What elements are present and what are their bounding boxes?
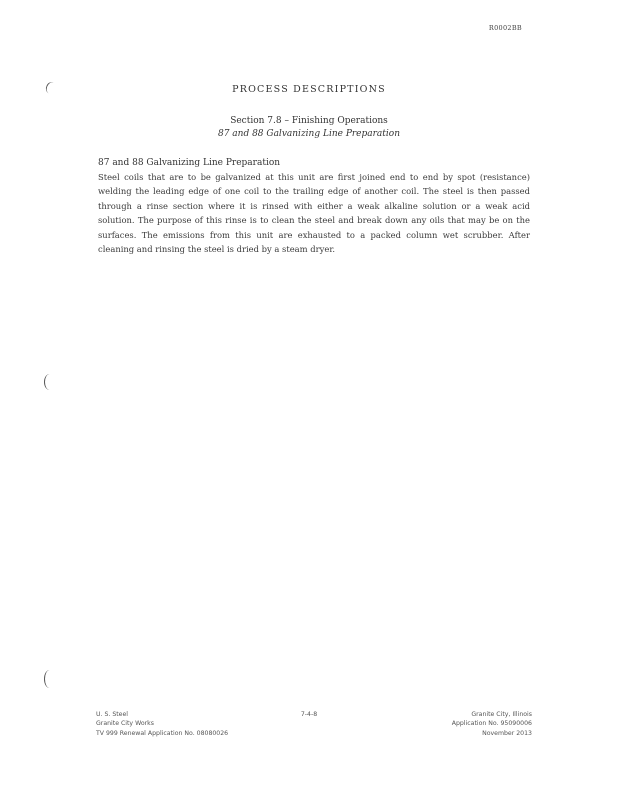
footer-right-line: Application No. 95090006 xyxy=(451,720,532,728)
document-title: PROCESS DESCRIPTIONS xyxy=(232,84,386,95)
page-id: R0002BB xyxy=(488,24,522,32)
page-number: 7-4-8 xyxy=(300,711,318,718)
footer-left-line: Granite City Works xyxy=(96,720,154,728)
binding-hole-mark xyxy=(44,670,55,688)
footer-right xyxy=(452,710,532,738)
footer-left-line: TV 999 Renewal Application No. 08080026 xyxy=(96,729,229,737)
subsection-heading: 87 and 88 Galvanizing Line Preparation xyxy=(217,129,401,139)
footer-right-line: November 2013 xyxy=(482,729,532,737)
footer-right-line: Granite City, Illinois xyxy=(471,711,532,718)
binding-hole-mark xyxy=(44,374,55,390)
footer-left-line: U. S. Steel xyxy=(96,711,129,718)
paragraph-heading: 87 and 88 Galvanizing Line Preparation xyxy=(98,158,281,168)
paragraph-body: Steel coils that are to be galvanized at this unit are first joined end to end by spot (resistance) welding the leading edge of one coil to the trailing edge of another coil. The steel is then passed through a rinse section where it is rinsed with either a weak alkaline solution or a weak acid solution. The purpose of this rinse is to clean the steel and break down any oils that may be on the surfaces. The emissions from this unit are exhausted to a packed column wet scrubber. After cleaning and rinsing the steel is dried by a steam dryer. xyxy=(98,172,530,255)
section-heading: Section 7.8 – Finishing Operations xyxy=(230,116,388,126)
